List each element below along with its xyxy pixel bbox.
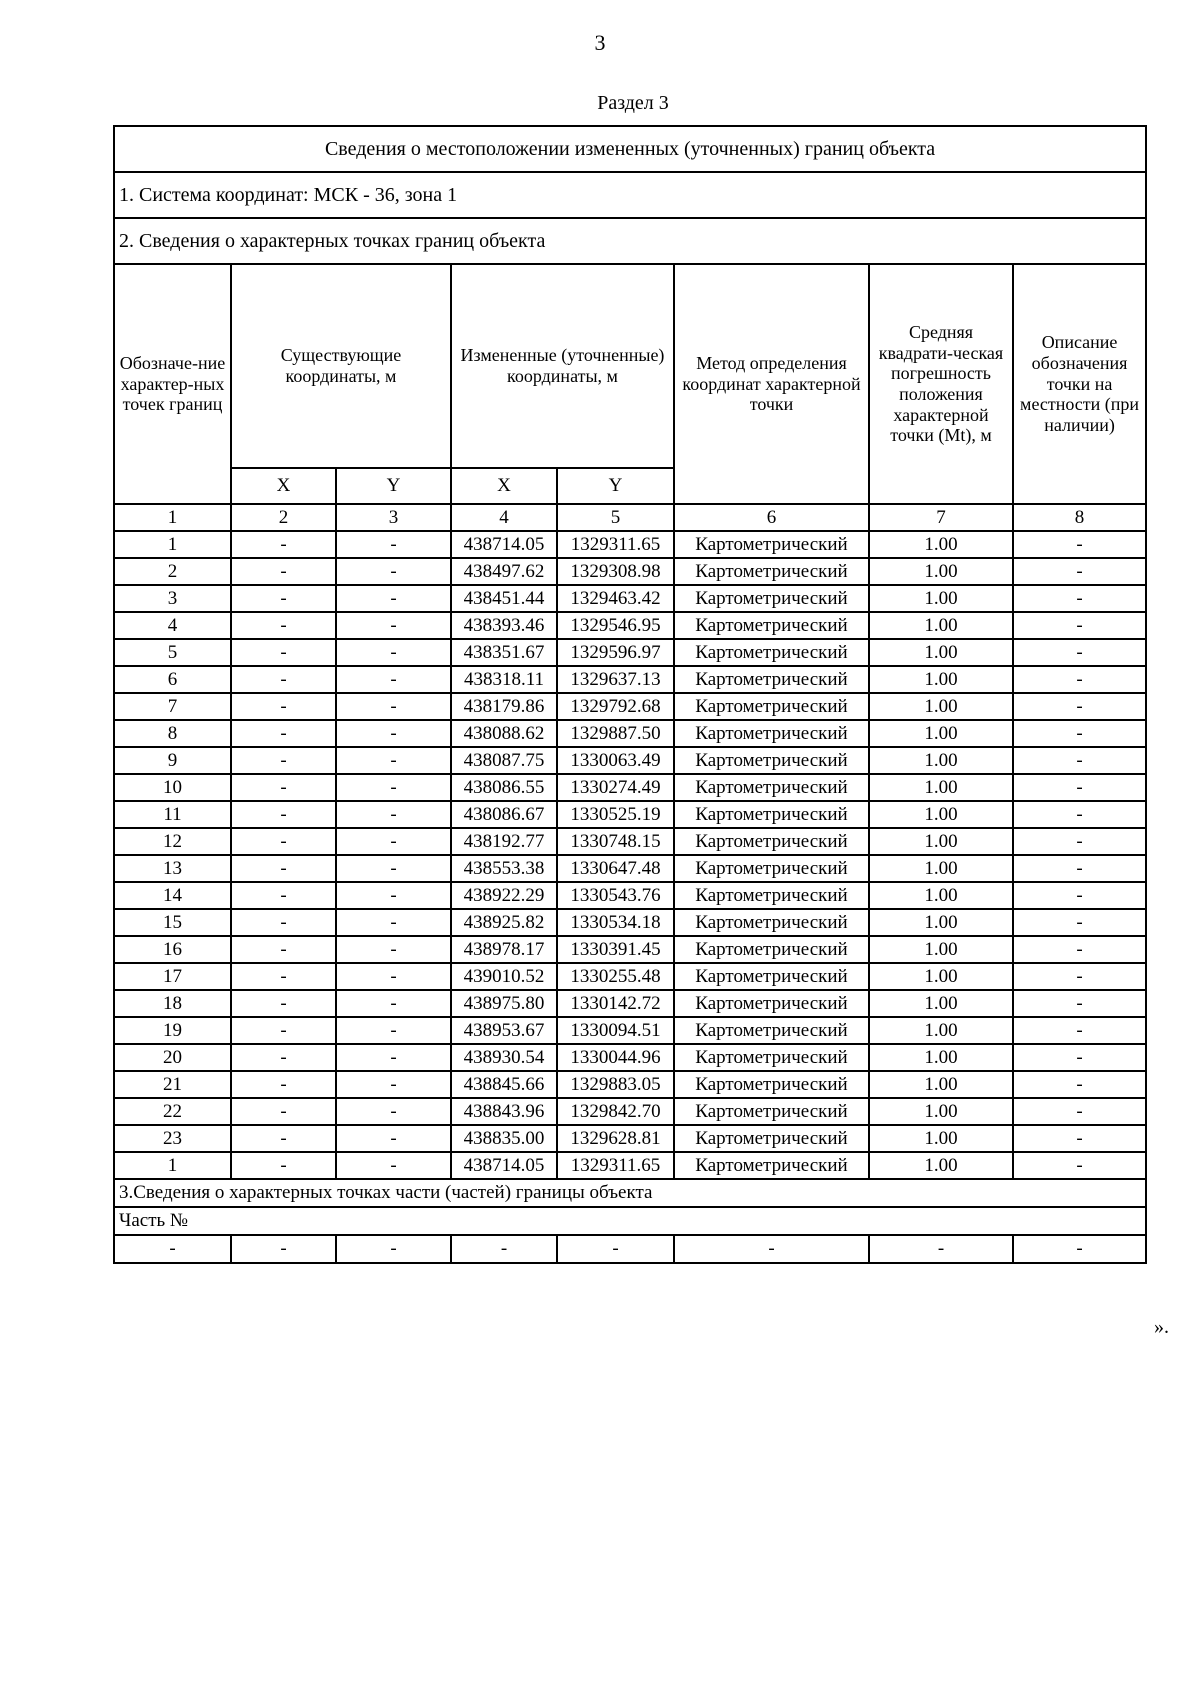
- point-id-cell: 20: [114, 1044, 231, 1071]
- table-row: [114, 855, 1146, 882]
- point-id-cell: 1: [114, 1152, 231, 1179]
- header-changed-y: Y: [557, 468, 674, 504]
- changed-y-cell: 1329463.42: [557, 585, 674, 612]
- point-id-cell: 4: [114, 612, 231, 639]
- description-cell: -: [1013, 585, 1146, 612]
- existing-x-cell: -: [231, 1017, 336, 1044]
- table-row: [114, 666, 1146, 693]
- part-cell: -: [336, 1235, 451, 1263]
- existing-y-cell: -: [336, 990, 451, 1017]
- point-id-cell: 5: [114, 639, 231, 666]
- changed-y-cell: 1329637.13: [557, 666, 674, 693]
- changed-x-cell: 438086.67: [451, 801, 557, 828]
- description-cell: -: [1013, 720, 1146, 747]
- existing-y-cell: -: [336, 936, 451, 963]
- header-method: Метод определения координат характерной точки: [674, 264, 869, 504]
- changed-x-cell: 438553.38: [451, 855, 557, 882]
- coord-system: 1. Система координат: МСК - 36, зона 1: [114, 172, 1146, 218]
- error-cell: 1.00: [869, 612, 1013, 639]
- table-row: [114, 585, 1146, 612]
- part-cell: -: [1013, 1235, 1146, 1263]
- point-id-cell: 17: [114, 963, 231, 990]
- table-row: [114, 558, 1146, 585]
- point-id-cell: 23: [114, 1125, 231, 1152]
- existing-y-cell: -: [336, 720, 451, 747]
- changed-y-cell: 1330142.72: [557, 990, 674, 1017]
- changed-x-cell: 438843.96: [451, 1098, 557, 1125]
- table-row: [114, 774, 1146, 801]
- description-cell: -: [1013, 936, 1146, 963]
- point-id-cell: 14: [114, 882, 231, 909]
- column-number: 8: [1013, 504, 1146, 531]
- header-description: Описание обозначения точки на местности (при наличии): [1013, 264, 1146, 504]
- existing-x-cell: -: [231, 990, 336, 1017]
- table-row: [114, 1044, 1146, 1071]
- table-row: [114, 1152, 1146, 1179]
- existing-x-cell: -: [231, 639, 336, 666]
- table-row: [114, 882, 1146, 909]
- table-row: [114, 909, 1146, 936]
- existing-x-cell: -: [231, 558, 336, 585]
- existing-y-cell: -: [336, 531, 451, 558]
- existing-x-cell: -: [231, 801, 336, 828]
- changed-y-cell: 1329842.70: [557, 1098, 674, 1125]
- method-cell: Картометрический: [674, 882, 869, 909]
- description-cell: -: [1013, 990, 1146, 1017]
- changed-y-cell: 1330391.45: [557, 936, 674, 963]
- method-cell: Картометрический: [674, 1071, 869, 1098]
- existing-y-cell: -: [336, 882, 451, 909]
- existing-y-cell: -: [336, 855, 451, 882]
- existing-x-cell: -: [231, 882, 336, 909]
- changed-x-cell: 438497.62: [451, 558, 557, 585]
- method-cell: Картометрический: [674, 1098, 869, 1125]
- description-cell: -: [1013, 1017, 1146, 1044]
- table-row: [114, 1098, 1146, 1125]
- method-cell: Картометрический: [674, 936, 869, 963]
- changed-x-cell: 438835.00: [451, 1125, 557, 1152]
- method-cell: Картометрический: [674, 666, 869, 693]
- changed-y-cell: 1330525.19: [557, 801, 674, 828]
- table-row: [114, 747, 1146, 774]
- error-cell: 1.00: [869, 936, 1013, 963]
- existing-x-cell: -: [231, 747, 336, 774]
- changed-y-cell: 1329546.95: [557, 612, 674, 639]
- part-cell: -: [114, 1235, 231, 1263]
- existing-x-cell: -: [231, 1071, 336, 1098]
- changed-x-cell: 438714.05: [451, 531, 557, 558]
- existing-x-cell: -: [231, 909, 336, 936]
- description-cell: -: [1013, 909, 1146, 936]
- error-cell: 1.00: [869, 531, 1013, 558]
- method-cell: Картометрический: [674, 909, 869, 936]
- existing-y-cell: -: [336, 1071, 451, 1098]
- error-cell: 1.00: [869, 909, 1013, 936]
- existing-x-cell: -: [231, 1044, 336, 1071]
- changed-x-cell: 438925.82: [451, 909, 557, 936]
- point-id-cell: 6: [114, 666, 231, 693]
- existing-x-cell: -: [231, 1098, 336, 1125]
- description-cell: -: [1013, 774, 1146, 801]
- error-cell: 1.00: [869, 774, 1013, 801]
- changed-y-cell: 1329308.98: [557, 558, 674, 585]
- existing-x-cell: -: [231, 693, 336, 720]
- existing-y-cell: -: [336, 558, 451, 585]
- changed-x-cell: 438714.05: [451, 1152, 557, 1179]
- part-label: Часть №: [114, 1207, 1146, 1235]
- page-number: 3: [594, 30, 606, 55]
- method-cell: Картометрический: [674, 1044, 869, 1071]
- existing-y-cell: -: [336, 963, 451, 990]
- description-cell: -: [1013, 747, 1146, 774]
- column-number: 7: [869, 504, 1013, 531]
- column-number: 6: [674, 504, 869, 531]
- error-cell: 1.00: [869, 1152, 1013, 1179]
- column-number: 4: [451, 504, 557, 531]
- changed-x-cell: 438351.67: [451, 639, 557, 666]
- method-cell: Картометрический: [674, 693, 869, 720]
- existing-y-cell: -: [336, 666, 451, 693]
- changed-x-cell: 438975.80: [451, 990, 557, 1017]
- changed-x-cell: 438179.86: [451, 693, 557, 720]
- method-cell: Картометрический: [674, 1152, 869, 1179]
- error-cell: 1.00: [869, 1071, 1013, 1098]
- changed-y-cell: 1330255.48: [557, 963, 674, 990]
- existing-y-cell: -: [336, 1152, 451, 1179]
- point-id-cell: 1: [114, 531, 231, 558]
- point-id-cell: 7: [114, 693, 231, 720]
- changed-y-cell: 1330647.48: [557, 855, 674, 882]
- error-cell: 1.00: [869, 882, 1013, 909]
- error-cell: 1.00: [869, 828, 1013, 855]
- method-cell: Картометрический: [674, 801, 869, 828]
- changed-x-cell: 438978.17: [451, 936, 557, 963]
- existing-y-cell: -: [336, 1125, 451, 1152]
- changed-y-cell: 1330534.18: [557, 909, 674, 936]
- point-id-cell: 18: [114, 990, 231, 1017]
- table-row: [114, 612, 1146, 639]
- description-cell: -: [1013, 801, 1146, 828]
- error-cell: 1.00: [869, 666, 1013, 693]
- description-cell: -: [1013, 1044, 1146, 1071]
- description-cell: -: [1013, 882, 1146, 909]
- changed-y-cell: 1330063.49: [557, 747, 674, 774]
- changed-x-cell: 438318.11: [451, 666, 557, 693]
- error-cell: 1.00: [869, 558, 1013, 585]
- existing-y-cell: -: [336, 693, 451, 720]
- table-row: [114, 531, 1146, 558]
- method-cell: Картометрический: [674, 1017, 869, 1044]
- method-cell: Картометрический: [674, 558, 869, 585]
- error-cell: 1.00: [869, 585, 1013, 612]
- description-cell: -: [1013, 963, 1146, 990]
- table-row: [114, 693, 1146, 720]
- error-cell: 1.00: [869, 639, 1013, 666]
- table-row: [114, 990, 1146, 1017]
- error-cell: 1.00: [869, 990, 1013, 1017]
- changed-y-cell: 1330543.76: [557, 882, 674, 909]
- description-cell: -: [1013, 828, 1146, 855]
- changed-y-cell: 1329887.50: [557, 720, 674, 747]
- existing-x-cell: -: [231, 936, 336, 963]
- changed-y-cell: 1329311.65: [557, 531, 674, 558]
- method-cell: Картометрический: [674, 774, 869, 801]
- changed-y-cell: 1329311.65: [557, 1152, 674, 1179]
- point-id-cell: 13: [114, 855, 231, 882]
- section-title: Раздел 3: [597, 92, 669, 114]
- point-id-cell: 15: [114, 909, 231, 936]
- changed-y-cell: 1330044.96: [557, 1044, 674, 1071]
- changed-x-cell: 438192.77: [451, 828, 557, 855]
- description-cell: -: [1013, 531, 1146, 558]
- part-row: [114, 1235, 1146, 1263]
- part-cell: -: [451, 1235, 557, 1263]
- method-cell: Картометрический: [674, 612, 869, 639]
- existing-x-cell: -: [231, 531, 336, 558]
- existing-y-cell: -: [336, 612, 451, 639]
- existing-x-cell: -: [231, 612, 336, 639]
- existing-x-cell: -: [231, 828, 336, 855]
- column-numbers-row: [114, 504, 1146, 531]
- existing-y-cell: -: [336, 801, 451, 828]
- column-number: 5: [557, 504, 674, 531]
- changed-x-cell: 438451.44: [451, 585, 557, 612]
- method-cell: Картометрический: [674, 531, 869, 558]
- table-row: [114, 936, 1146, 963]
- column-number: 1: [114, 504, 231, 531]
- header-existing: Существующие координаты, м: [231, 264, 451, 468]
- method-cell: Картометрический: [674, 747, 869, 774]
- changed-y-cell: 1330094.51: [557, 1017, 674, 1044]
- changed-x-cell: 439010.52: [451, 963, 557, 990]
- existing-x-cell: -: [231, 666, 336, 693]
- description-cell: -: [1013, 1071, 1146, 1098]
- method-cell: Картометрический: [674, 828, 869, 855]
- points-title: 2. Сведения о характерных точках границ объекта: [114, 218, 1146, 264]
- changed-x-cell: 438088.62: [451, 720, 557, 747]
- header-existing-y: Y: [336, 468, 451, 504]
- method-cell: Картометрический: [674, 585, 869, 612]
- table-row: [114, 801, 1146, 828]
- existing-y-cell: -: [336, 639, 451, 666]
- header-changed: Измененные (уточненные) координаты, м: [451, 264, 674, 468]
- existing-x-cell: -: [231, 1152, 336, 1179]
- point-id-cell: 16: [114, 936, 231, 963]
- method-cell: Картометрический: [674, 639, 869, 666]
- description-cell: -: [1013, 612, 1146, 639]
- changed-x-cell: 438393.46: [451, 612, 557, 639]
- table-title: Сведения о местоположении измененных (уточненных) границ объекта: [114, 126, 1146, 172]
- existing-y-cell: -: [336, 1044, 451, 1071]
- error-cell: 1.00: [869, 801, 1013, 828]
- existing-x-cell: -: [231, 585, 336, 612]
- existing-y-cell: -: [336, 747, 451, 774]
- parts-title: 3.Сведения о характерных точках части (частей) границы объекта: [114, 1179, 1146, 1207]
- existing-x-cell: -: [231, 963, 336, 990]
- method-cell: Картометрический: [674, 963, 869, 990]
- table-row: [114, 828, 1146, 855]
- description-cell: -: [1013, 666, 1146, 693]
- error-cell: 1.00: [869, 747, 1013, 774]
- existing-y-cell: -: [336, 1017, 451, 1044]
- part-cell: -: [674, 1235, 869, 1263]
- description-cell: -: [1013, 855, 1146, 882]
- point-id-cell: 21: [114, 1071, 231, 1098]
- error-cell: 1.00: [869, 1125, 1013, 1152]
- existing-x-cell: -: [231, 720, 336, 747]
- column-number: 2: [231, 504, 336, 531]
- error-cell: 1.00: [869, 855, 1013, 882]
- point-id-cell: 12: [114, 828, 231, 855]
- table-row: [114, 639, 1146, 666]
- error-cell: 1.00: [869, 693, 1013, 720]
- point-id-cell: 10: [114, 774, 231, 801]
- point-id-cell: 8: [114, 720, 231, 747]
- description-cell: -: [1013, 1098, 1146, 1125]
- part-cell: -: [231, 1235, 336, 1263]
- existing-y-cell: -: [336, 1098, 451, 1125]
- part-cell: -: [869, 1235, 1013, 1263]
- changed-y-cell: 1329883.05: [557, 1071, 674, 1098]
- error-cell: 1.00: [869, 963, 1013, 990]
- description-cell: -: [1013, 639, 1146, 666]
- table-row: [114, 963, 1146, 990]
- header-designation: Обозначе-ние характер-ных точек границ: [114, 264, 231, 504]
- error-cell: 1.00: [869, 720, 1013, 747]
- changed-x-cell: 438922.29: [451, 882, 557, 909]
- point-id-cell: 3: [114, 585, 231, 612]
- table-row: [114, 1017, 1146, 1044]
- description-cell: -: [1013, 693, 1146, 720]
- point-id-cell: 22: [114, 1098, 231, 1125]
- existing-x-cell: -: [231, 774, 336, 801]
- description-cell: -: [1013, 1152, 1146, 1179]
- table-row: [114, 1125, 1146, 1152]
- point-id-cell: 2: [114, 558, 231, 585]
- column-number: 3: [336, 504, 451, 531]
- header-existing-x: X: [231, 468, 336, 504]
- changed-x-cell: 438845.66: [451, 1071, 557, 1098]
- boundary-table: [113, 125, 1147, 1264]
- header-changed-x: X: [451, 468, 557, 504]
- existing-y-cell: -: [336, 585, 451, 612]
- closing-quote: ».: [1154, 1316, 1169, 1338]
- existing-y-cell: -: [336, 828, 451, 855]
- changed-y-cell: 1329628.81: [557, 1125, 674, 1152]
- changed-y-cell: 1330274.49: [557, 774, 674, 801]
- existing-x-cell: -: [231, 855, 336, 882]
- error-cell: 1.00: [869, 1098, 1013, 1125]
- existing-y-cell: -: [336, 774, 451, 801]
- header-error: Средняя квадрати-ческая погрешность положения характерной точки (Mt), м: [869, 264, 1013, 504]
- changed-x-cell: 438087.75: [451, 747, 557, 774]
- part-cell: -: [557, 1235, 674, 1263]
- changed-x-cell: 438086.55: [451, 774, 557, 801]
- method-cell: Картометрический: [674, 855, 869, 882]
- description-cell: -: [1013, 558, 1146, 585]
- changed-y-cell: 1329792.68: [557, 693, 674, 720]
- description-cell: -: [1013, 1125, 1146, 1152]
- changed-y-cell: 1330748.15: [557, 828, 674, 855]
- table-row: [114, 720, 1146, 747]
- point-id-cell: 19: [114, 1017, 231, 1044]
- point-id-cell: 11: [114, 801, 231, 828]
- method-cell: Картометрический: [674, 1125, 869, 1152]
- changed-y-cell: 1329596.97: [557, 639, 674, 666]
- table-row: [114, 1071, 1146, 1098]
- changed-x-cell: 438930.54: [451, 1044, 557, 1071]
- method-cell: Картометрический: [674, 720, 869, 747]
- existing-x-cell: -: [231, 1125, 336, 1152]
- method-cell: Картометрический: [674, 990, 869, 1017]
- changed-x-cell: 438953.67: [451, 1017, 557, 1044]
- existing-y-cell: -: [336, 909, 451, 936]
- error-cell: 1.00: [869, 1044, 1013, 1071]
- point-id-cell: 9: [114, 747, 231, 774]
- error-cell: 1.00: [869, 1017, 1013, 1044]
